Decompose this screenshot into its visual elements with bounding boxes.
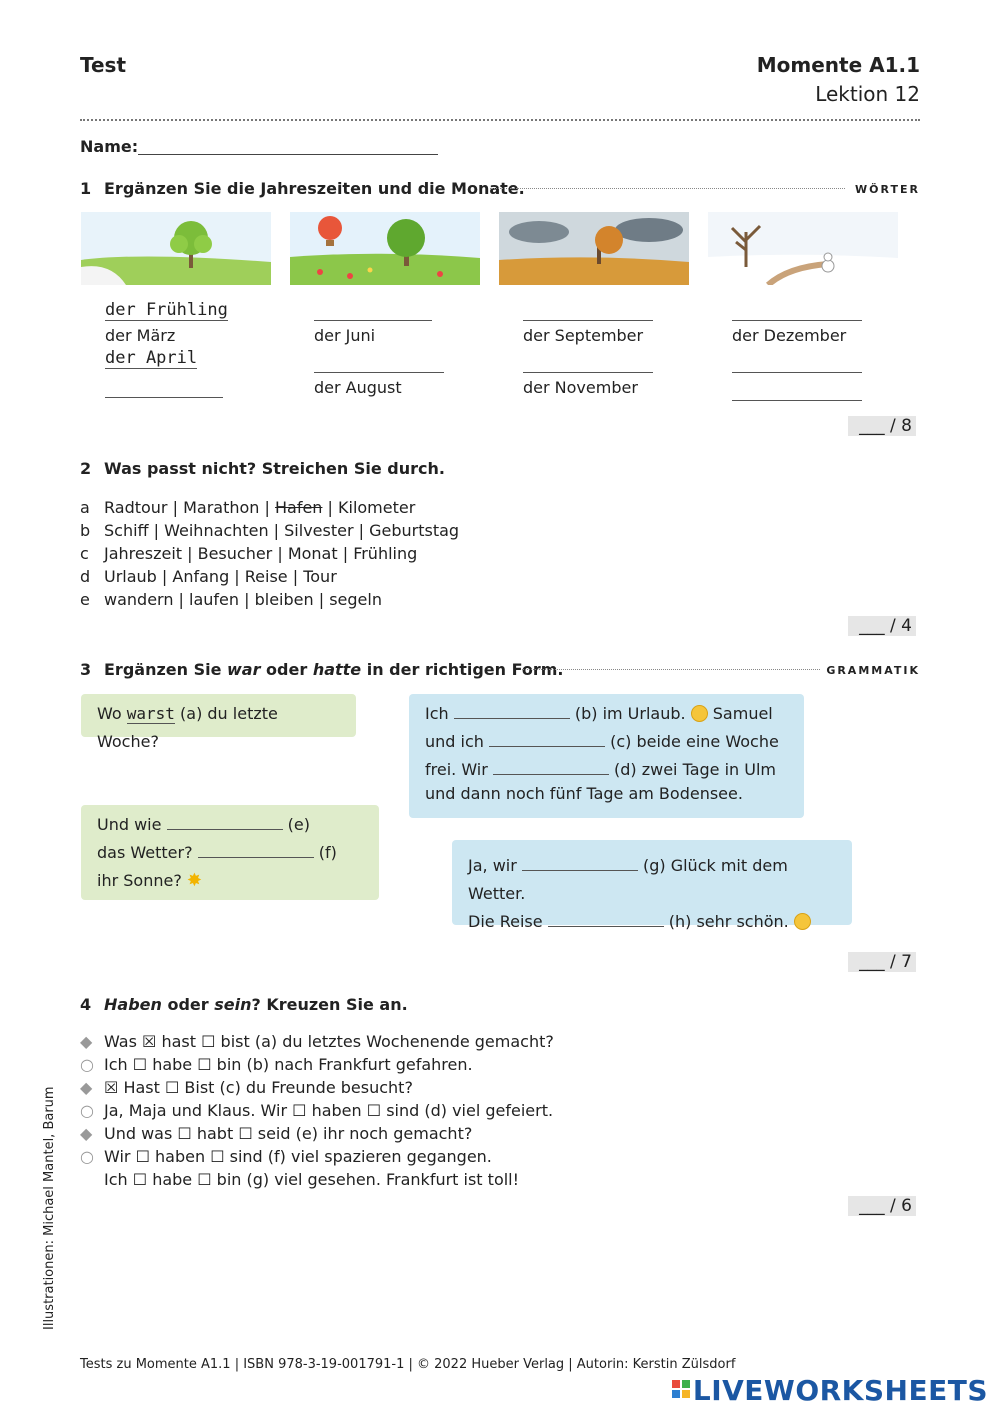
q1-title-text: Ergänzen Sie die Jahreszeiten und die Monate.: [104, 179, 525, 198]
checkbox-option-2[interactable]: ☐: [197, 1055, 212, 1074]
row-text: Ja, Maja und Klaus. Wir: [104, 1101, 293, 1120]
logo-text: LIVEWORKSHEETS: [692, 1374, 988, 1407]
row-letter: d: [80, 567, 91, 586]
season-answer-spring[interactable]: der Frühling: [105, 300, 228, 320]
q1-title: [80, 179, 525, 198]
row-text: Ich: [104, 1055, 133, 1074]
logo-grid-icon: [671, 1379, 693, 1399]
bubble-text: (c) beide eine Woche: [605, 732, 779, 751]
row-letter: a: [80, 498, 90, 517]
option-2-label: bist: [220, 1032, 250, 1051]
doc-title: Test: [80, 53, 127, 77]
option-1-label: haben: [155, 1147, 211, 1166]
speech-bubble-c: [81, 805, 379, 900]
row-text: (e) ihr noch gemacht?: [290, 1124, 473, 1143]
q4-row: [80, 1076, 554, 1099]
option-2-label: bin: [216, 1055, 242, 1074]
dialog-bullet-icon: ◆: [80, 1032, 93, 1051]
answer-c[interactable]: [489, 732, 605, 747]
checkbox-option-1[interactable]: ☒: [142, 1032, 157, 1051]
option-1-label: habt: [196, 1124, 239, 1143]
option-1-label: habe: [152, 1055, 198, 1074]
dialog-bullet-icon: ○: [80, 1055, 94, 1074]
q4-title-text: ? Kreuzen Sie an.: [251, 995, 408, 1014]
checkbox-option-1[interactable]: ☐: [132, 1055, 148, 1074]
name-input[interactable]: [138, 154, 438, 155]
bubble-text: Wo: [97, 704, 127, 723]
dialog-bullet-icon: ◆: [80, 1124, 93, 1143]
q3-leader: [522, 669, 820, 670]
checkbox-option-2[interactable]: ☐: [164, 1078, 180, 1097]
month-march: der März: [105, 326, 176, 345]
checkbox-option-2[interactable]: ☐: [197, 1170, 212, 1189]
q2-number: 2: [80, 459, 92, 478]
dialog-bullet-icon: ○: [80, 1101, 94, 1120]
q4-number: 4: [80, 995, 92, 1014]
option-2-label: sind: [229, 1147, 263, 1166]
autumn-illustration: [499, 212, 689, 285]
summer-illustration: [290, 212, 480, 285]
month-answer-april[interactable]: der April: [105, 348, 198, 368]
bubble-text: (b) im Urlaub.: [569, 704, 691, 723]
q3-title-hatte: hatte: [312, 660, 362, 679]
bubble-text: das Wetter?: [97, 843, 198, 862]
q4-title-text: oder: [161, 995, 215, 1014]
checkbox-option-2[interactable]: ☐: [366, 1101, 382, 1120]
bubble-text: (a) du letzte Woche?: [97, 704, 278, 751]
row-letter: c: [80, 544, 89, 563]
dialog-bullet-icon: ◆: [80, 1078, 93, 1097]
season-blank-summer[interactable]: [314, 320, 432, 321]
answer-b[interactable]: [454, 704, 570, 719]
row-text[interactable]: Urlaub | Anfang | Reise | Tour: [104, 567, 337, 586]
option-1-label: Hast: [123, 1078, 165, 1097]
q4-title-sein: sein: [214, 995, 252, 1014]
bubble-text: und ich: [425, 732, 489, 751]
q1-leader: [490, 188, 845, 189]
row-text: Was: [104, 1032, 143, 1051]
bubble-text: Die Reise: [468, 912, 548, 931]
bubble-text: (d) zwei Tage in Ulm: [608, 760, 777, 779]
q4-row: [80, 1099, 554, 1122]
option-2-label: seid: [257, 1124, 291, 1143]
bubble-text: ihr Sonne?: [97, 871, 187, 890]
bubble-text: Samuel: [707, 704, 773, 723]
answer-e[interactable]: [167, 815, 283, 830]
row-text: (a) du letztes Wochenende gemacht?: [249, 1032, 554, 1051]
name-label: Name:: [80, 137, 139, 156]
bubble-text: (e): [282, 815, 310, 834]
month-june: der Juni: [314, 326, 376, 345]
row-text[interactable]: wandern | laufen | bleiben | segeln: [104, 590, 382, 609]
q1-tag: WÖRTER: [855, 183, 920, 196]
q2-row-a: [80, 496, 459, 519]
checkbox-option-1[interactable]: ☐: [135, 1147, 150, 1166]
row-text[interactable]: Jahreszeit | Besucher | Monat | Frühling: [104, 544, 418, 563]
q2-title: [80, 459, 445, 478]
bubble-text: und dann noch fünf Tage am Bodensee.: [425, 784, 743, 803]
bubble-text: (f): [313, 843, 337, 862]
liveworksheets-logo: [671, 1374, 988, 1407]
speech-bubble-b: [409, 694, 804, 818]
speech-bubble-d: [452, 840, 852, 931]
q4-list: [80, 1030, 554, 1191]
q4-row: [80, 1030, 554, 1053]
month-blank-may[interactable]: [105, 397, 223, 398]
bubble-text: Und wie: [97, 815, 167, 834]
option-2-label: Bist: [184, 1078, 215, 1097]
q4-row: [80, 1122, 554, 1145]
row-letter: b: [80, 521, 91, 540]
row-text: (b) nach Frankfurt gefahren.: [241, 1055, 473, 1074]
q3-title: [80, 660, 564, 679]
month-blank-july[interactable]: [314, 372, 444, 373]
q3-title-war: war: [227, 660, 261, 679]
checkbox-option-1[interactable]: ☐: [132, 1170, 148, 1189]
bubble-text: frei. Wir: [425, 760, 493, 779]
row-text: (f) viel spazieren gegangen.: [262, 1147, 492, 1166]
answer-g[interactable]: [522, 856, 638, 871]
course-title: Momente A1.1: [756, 53, 920, 77]
lesson-label: Lektion 12: [815, 82, 920, 106]
q3-title-text: in der richtigen Form.: [361, 660, 564, 679]
month-blank-february[interactable]: [732, 400, 862, 401]
smiley-icon: [691, 705, 708, 722]
smiley-icon: [794, 913, 811, 930]
month-november: der November: [523, 378, 638, 397]
answer-f[interactable]: [198, 843, 314, 858]
q4-row: [80, 1168, 554, 1191]
row-text: (c) du Freunde besucht?: [214, 1078, 413, 1097]
q2-row-c[interactable]: [80, 542, 459, 565]
option-1-label: haben: [311, 1101, 367, 1120]
spring-illustration: [81, 212, 271, 285]
q4-title-haben: Haben: [104, 995, 162, 1014]
answer-d[interactable]: [493, 760, 609, 775]
bubble-text: (g) Glück mit dem Wetter.: [468, 856, 788, 903]
row-text: (g) viel gesehen. Frankfurt ist toll!: [241, 1170, 520, 1189]
row-text: (d) viel gefeiert.: [419, 1101, 554, 1120]
q2-row-d[interactable]: [80, 565, 459, 588]
q4-title: [80, 995, 408, 1014]
row-text[interactable]: Schiff | Weihnachten | Silvester | Geburtstag: [104, 521, 460, 540]
month-august: der August: [314, 378, 402, 397]
q3-number: 3: [80, 660, 92, 679]
row-text: Wir: [104, 1147, 136, 1166]
month-september: der September: [523, 326, 644, 345]
bubble-text: Ja, wir: [468, 856, 522, 875]
checkbox-option-1[interactable]: ☒: [104, 1078, 119, 1097]
checkbox-option-2[interactable]: ☐: [238, 1124, 253, 1143]
footer-text: Tests zu Momente A1.1 | ISBN 978-3-19-001791-1 | © 2022 Hueber Verlag | Autorin: Kerstin Zülsdorf: [80, 1357, 736, 1372]
q3-tag: GRAMMATIK: [826, 664, 920, 677]
illustration-credit: Illustrationen: Michael Mantel, Barum: [42, 1086, 57, 1330]
q4-row: [80, 1053, 554, 1076]
option-1-label: hast: [161, 1032, 202, 1051]
month-december: der Dezember: [732, 326, 847, 345]
speech-bubble-a: [81, 694, 356, 751]
checkbox-option-1[interactable]: ☐: [292, 1101, 307, 1120]
q2-row-e[interactable]: [80, 588, 459, 611]
row-text: Und was: [104, 1124, 178, 1143]
season-blank-winter[interactable]: [732, 320, 862, 321]
month-blank-january[interactable]: [732, 372, 862, 373]
q4-score: ___ / 6: [848, 1196, 916, 1216]
q2-score: ___ / 4: [848, 616, 916, 636]
word-marathon[interactable]: Marathon |: [183, 498, 270, 517]
winter-illustration: [708, 212, 898, 285]
row-letter: e: [80, 590, 90, 609]
header-divider: [80, 119, 920, 121]
q1-number: 1: [80, 179, 92, 198]
word-hafen-struck[interactable]: Hafen: [274, 498, 323, 517]
q3-title-text: oder: [260, 660, 313, 679]
bubble-text: Ich: [425, 704, 454, 723]
q2-row-b[interactable]: [80, 519, 459, 542]
row-text: Ich: [104, 1170, 133, 1189]
word-kilometer[interactable]: | Kilometer: [327, 498, 416, 517]
q1-score: ___ / 8: [848, 416, 916, 436]
checkbox-option-2[interactable]: ☐: [210, 1147, 225, 1166]
dialog-bullet-icon: ○: [80, 1147, 94, 1166]
sun-icon: ✸: [186, 870, 202, 891]
checkbox-option-2[interactable]: ☐: [201, 1032, 216, 1051]
option-1-label: habe: [152, 1170, 198, 1189]
answer-h[interactable]: [548, 912, 664, 927]
season-blank-autumn[interactable]: [523, 320, 653, 321]
bubble-text: (h) sehr schön.: [663, 912, 794, 931]
option-2-label: bin: [216, 1170, 242, 1189]
word-radtour[interactable]: Radtour |: [104, 498, 178, 517]
option-2-label: sind: [386, 1101, 420, 1120]
answer-a[interactable]: warst: [126, 704, 175, 723]
q3-score: ___ / 7: [848, 952, 916, 972]
checkbox-option-1[interactable]: ☐: [177, 1124, 192, 1143]
q4-row: [80, 1145, 554, 1168]
q2-title-text: Was passt nicht? Streichen Sie durch.: [104, 459, 445, 478]
q2-list: [80, 496, 459, 611]
q3-title-text: Ergänzen Sie: [104, 660, 228, 679]
month-blank-october[interactable]: [523, 372, 653, 373]
